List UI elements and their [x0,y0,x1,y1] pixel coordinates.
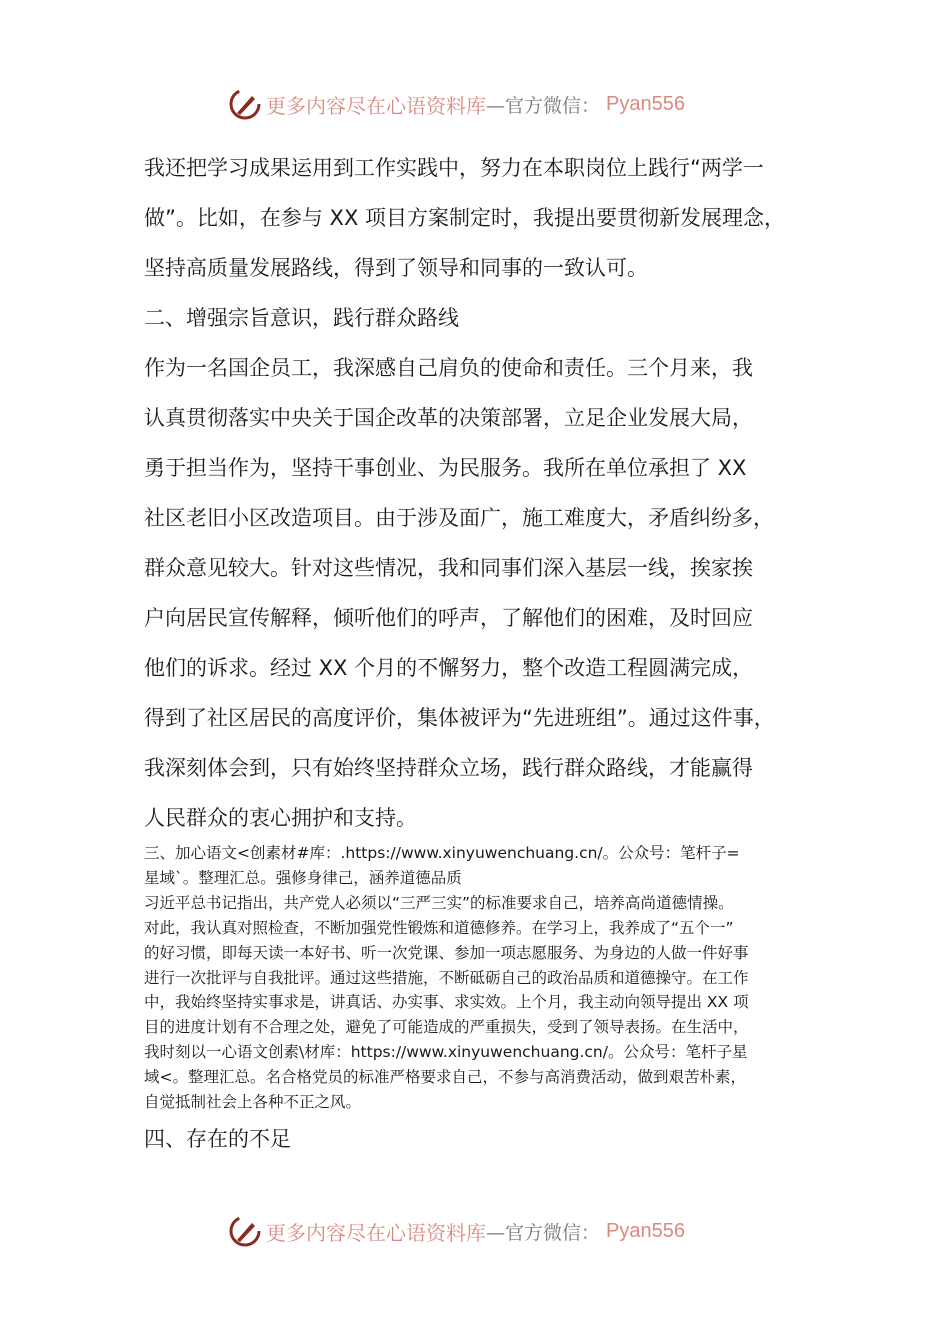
section-heading: 四、存在的不足 [144,1127,291,1151]
body-text [144,143,785,843]
text-line: 中，我始终坚持实事求是，讲真话、办实事、求实效。上个月，我主动向领导提出 XX 项 [144,993,749,1012]
text-line: 认真贯彻落实中央关于国企改革的决策部署，立足企业发展大局， [144,406,753,430]
pen-logo-icon [228,87,262,121]
text-line: 作为一名国企员工，我深感自己肩负的使命和责任。三个月来，我 [144,356,753,380]
banner-text: 更多内容尽在心语资料库 [266,93,486,118]
text-line: 习近平总书记指出，共产党人必须以“三严三实”的标准要求自己，培养高尚道德情操。 [144,893,734,912]
banner-separator: —官方微信： [486,1221,601,1244]
banner-wechat-id: Pyan556 [606,1219,685,1242]
text-line: 我还把学习成果运用到工作实践中，努力在本职岗位上践行“两学一 [144,156,764,180]
text-line: 群众意见较大。针对这些情况，我和同事们深入基层一线，挨家挨 [144,556,753,580]
text-line: 人民群众的衷心拥护和支持。 [144,806,417,830]
small-text-block [144,841,749,1115]
text-line: 勇于担当作为，坚持干事创业、为民服务。我所在单位承担了 XX [144,456,747,480]
banner-text: 更多内容尽在心语资料库 [266,1220,486,1245]
text-line: 做”。比如，在参与 XX 项目方案制定时，我提出要贯彻新发展理念， [144,206,785,230]
text-line: 目的进度计划有不合理之处，避免了可能造成的严重损失，受到了领导表扬。在生活中， [144,1018,749,1037]
footer-watermark-banner [228,1213,728,1249]
text-line: 得到了社区居民的高度评价，集体被评为“先进班组”。通过这件事， [144,706,775,730]
text-line: 域<。整理汇总。名合格党员的标准严格要求自己，不参与高消费活动，做到艰苦朴素， [144,1068,746,1087]
text-line: 坚持高质量发展路线，得到了领导和同事的一致认可。 [144,256,648,280]
section-heading: 二、增强宗旨意识，践行群众路线 [144,306,459,330]
banner-separator: —官方微信： [486,94,601,117]
text-line: 我时刻以一心语文创素\材库：https://www.xinyuwenchuang.cn/。公众号：笔杆子星 [144,1043,748,1062]
pen-logo-icon [228,1214,262,1248]
text-line: 我深刻体会到，只有始终坚持群众立场，践行群众路线，才能赢得 [144,756,753,780]
text-line: 进行一次批评与自我批评。通过这些措施，不断砥砺自己的政治品质和道德操守。在工作 [144,968,749,987]
text-line: 他们的诉求。经过 XX 个月的不懈努力，整个改造工程圆满完成， [144,656,754,680]
text-line: 户向居民宣传解释，倾听他们的呼声，了解他们的困难，及时回应 [144,606,753,630]
text-line: 三、加心语文<创素材#库：.https://www.xinyuwenchuang.cn/。公众号：笔杆子= [144,844,740,862]
text-line: 自觉抵制社会上各种不正之风。 [144,1093,362,1112]
text-line: 对此，我认真对照检查，不断加强党性锻炼和道德修养。在学习上，我养成了“五个一” [144,918,734,937]
header-watermark-banner [228,86,728,122]
banner-wechat-id: Pyan556 [606,92,685,115]
text-line: 社区老旧小区改造项目。由于涉及面广，施工难度大，矛盾纠纷多， [144,506,774,530]
text-line: 星域`。整理汇总。强修身律己，涵养道德品质 [144,868,462,887]
text-line: 的好习惯，即每天读一本好书、听一次党课、参加一项志愿服务、为身边的人做一件好事 [144,943,749,962]
